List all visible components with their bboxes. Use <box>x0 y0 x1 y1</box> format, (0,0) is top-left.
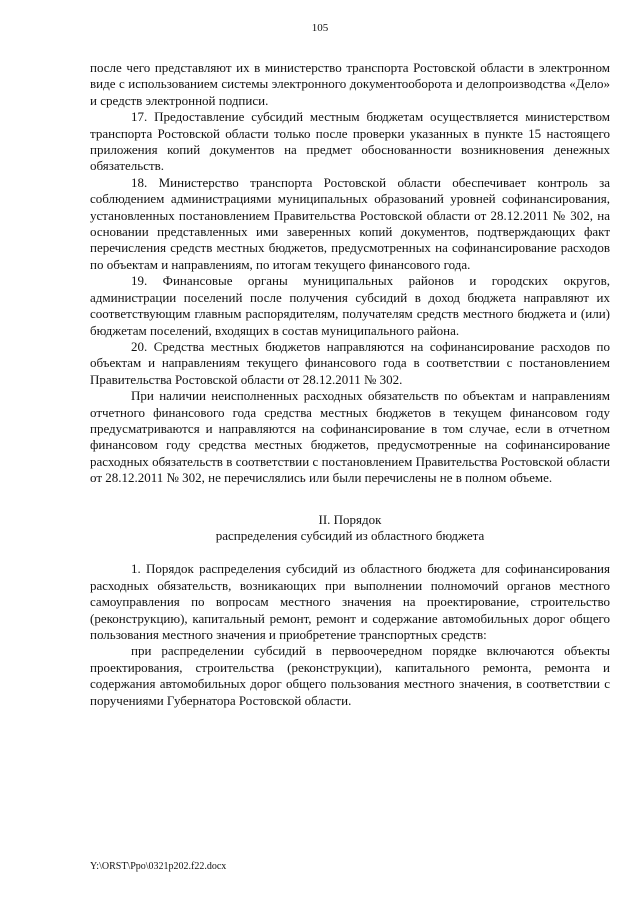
document-body <box>90 60 610 709</box>
section-subtitle: распределения субсидий из областного бюджета <box>215 527 485 543</box>
section-heading <box>90 512 610 545</box>
paragraph-17: 17. Предоставление субсидий местным бюджетам осуществляется министерством транспорта Ростовской области только после проверки указанных в пункте 15 настоящего приложения копий документов на предмет обоснованности возникновения денежных обязательств. <box>90 109 610 174</box>
paragraph-20-continued: При наличии неисполненных расходных обязательств по объектам и направлениям отчетного финансового года средства местных бюджетов в текущем финансовом году предусматриваются и направляются на софинансирование в том случае, если в отчетном финансовом году средства местных бюджетов, предусмотренные на софинансирование расходных обязательств в соответствии с постановлением Правительства Ростовской области от 28.12.2011 № 302, не перечислялись или были перечислены не в полном объеме. <box>90 388 610 486</box>
section2-paragraph-1: 1. Порядок распределения субсидий из областного бюджета для софинансирования расходных обязательств, возникающих при выполнении полномочий органов местного самоуправления по вопросам местного значения на проектирование, строительство (реконструкцию), капитальный ремонт, ремонт и содержание автомобильных дорог общего пользования местного значения и приобретение транспортных средств: <box>90 561 610 642</box>
paragraph-19: 19. Финансовые органы муниципальных районов и городских округов, администрации поселений после получения субсидий в доход бюджета направляют их соответствующим главным распорядителям, получателям средств местного бюджета и (или) бюджетам поселений, входящих в состав муниципального района. <box>90 273 610 338</box>
paragraph-18: 18. Министерство транспорта Ростовской области обеспечивает контроль за соблюдением администрациями муниципальных образований уровней софинансирования, установленных постановлением Правительства Ростовской области от 28.12.2011 № 302, на основании представленных ими заверенных копий документов, подтверждающих факт перечисления средств местных бюджетов, предусмотренных на софинансирование расходов по объектам и направлениям, по итогам текущего финансового года. <box>90 174 610 272</box>
page-number: 105 <box>311 22 329 34</box>
section2-paragraph-1-continued: при распределении субсидий в первоочередном порядке включаются объекты проектирования, строительства (реконструкции), капитального ремонта, ремонта и содержания автомобильных дорог общего пользования местного значения, в соответствии с поручениями Губернатора Ростовской области. <box>90 643 610 708</box>
paragraph-continuation: после чего представляют их в министерство транспорта Ростовской области в электронном виде с использованием системы электронного документооборота и делопроизводства «Дело» и средств электронной подписи. <box>90 60 610 108</box>
section-title: II. Порядок <box>318 511 382 527</box>
footer-file-path: Y:\ORST\Ppo\0321p202.f22.docx <box>90 861 227 872</box>
paragraph-20: 20. Средства местных бюджетов направляются на софинансирование расходов по объектам и направлениям текущего финансового года в соответствии с постановлением Правительства Ростовской области от 28.12.2011 № 302. <box>90 338 610 387</box>
